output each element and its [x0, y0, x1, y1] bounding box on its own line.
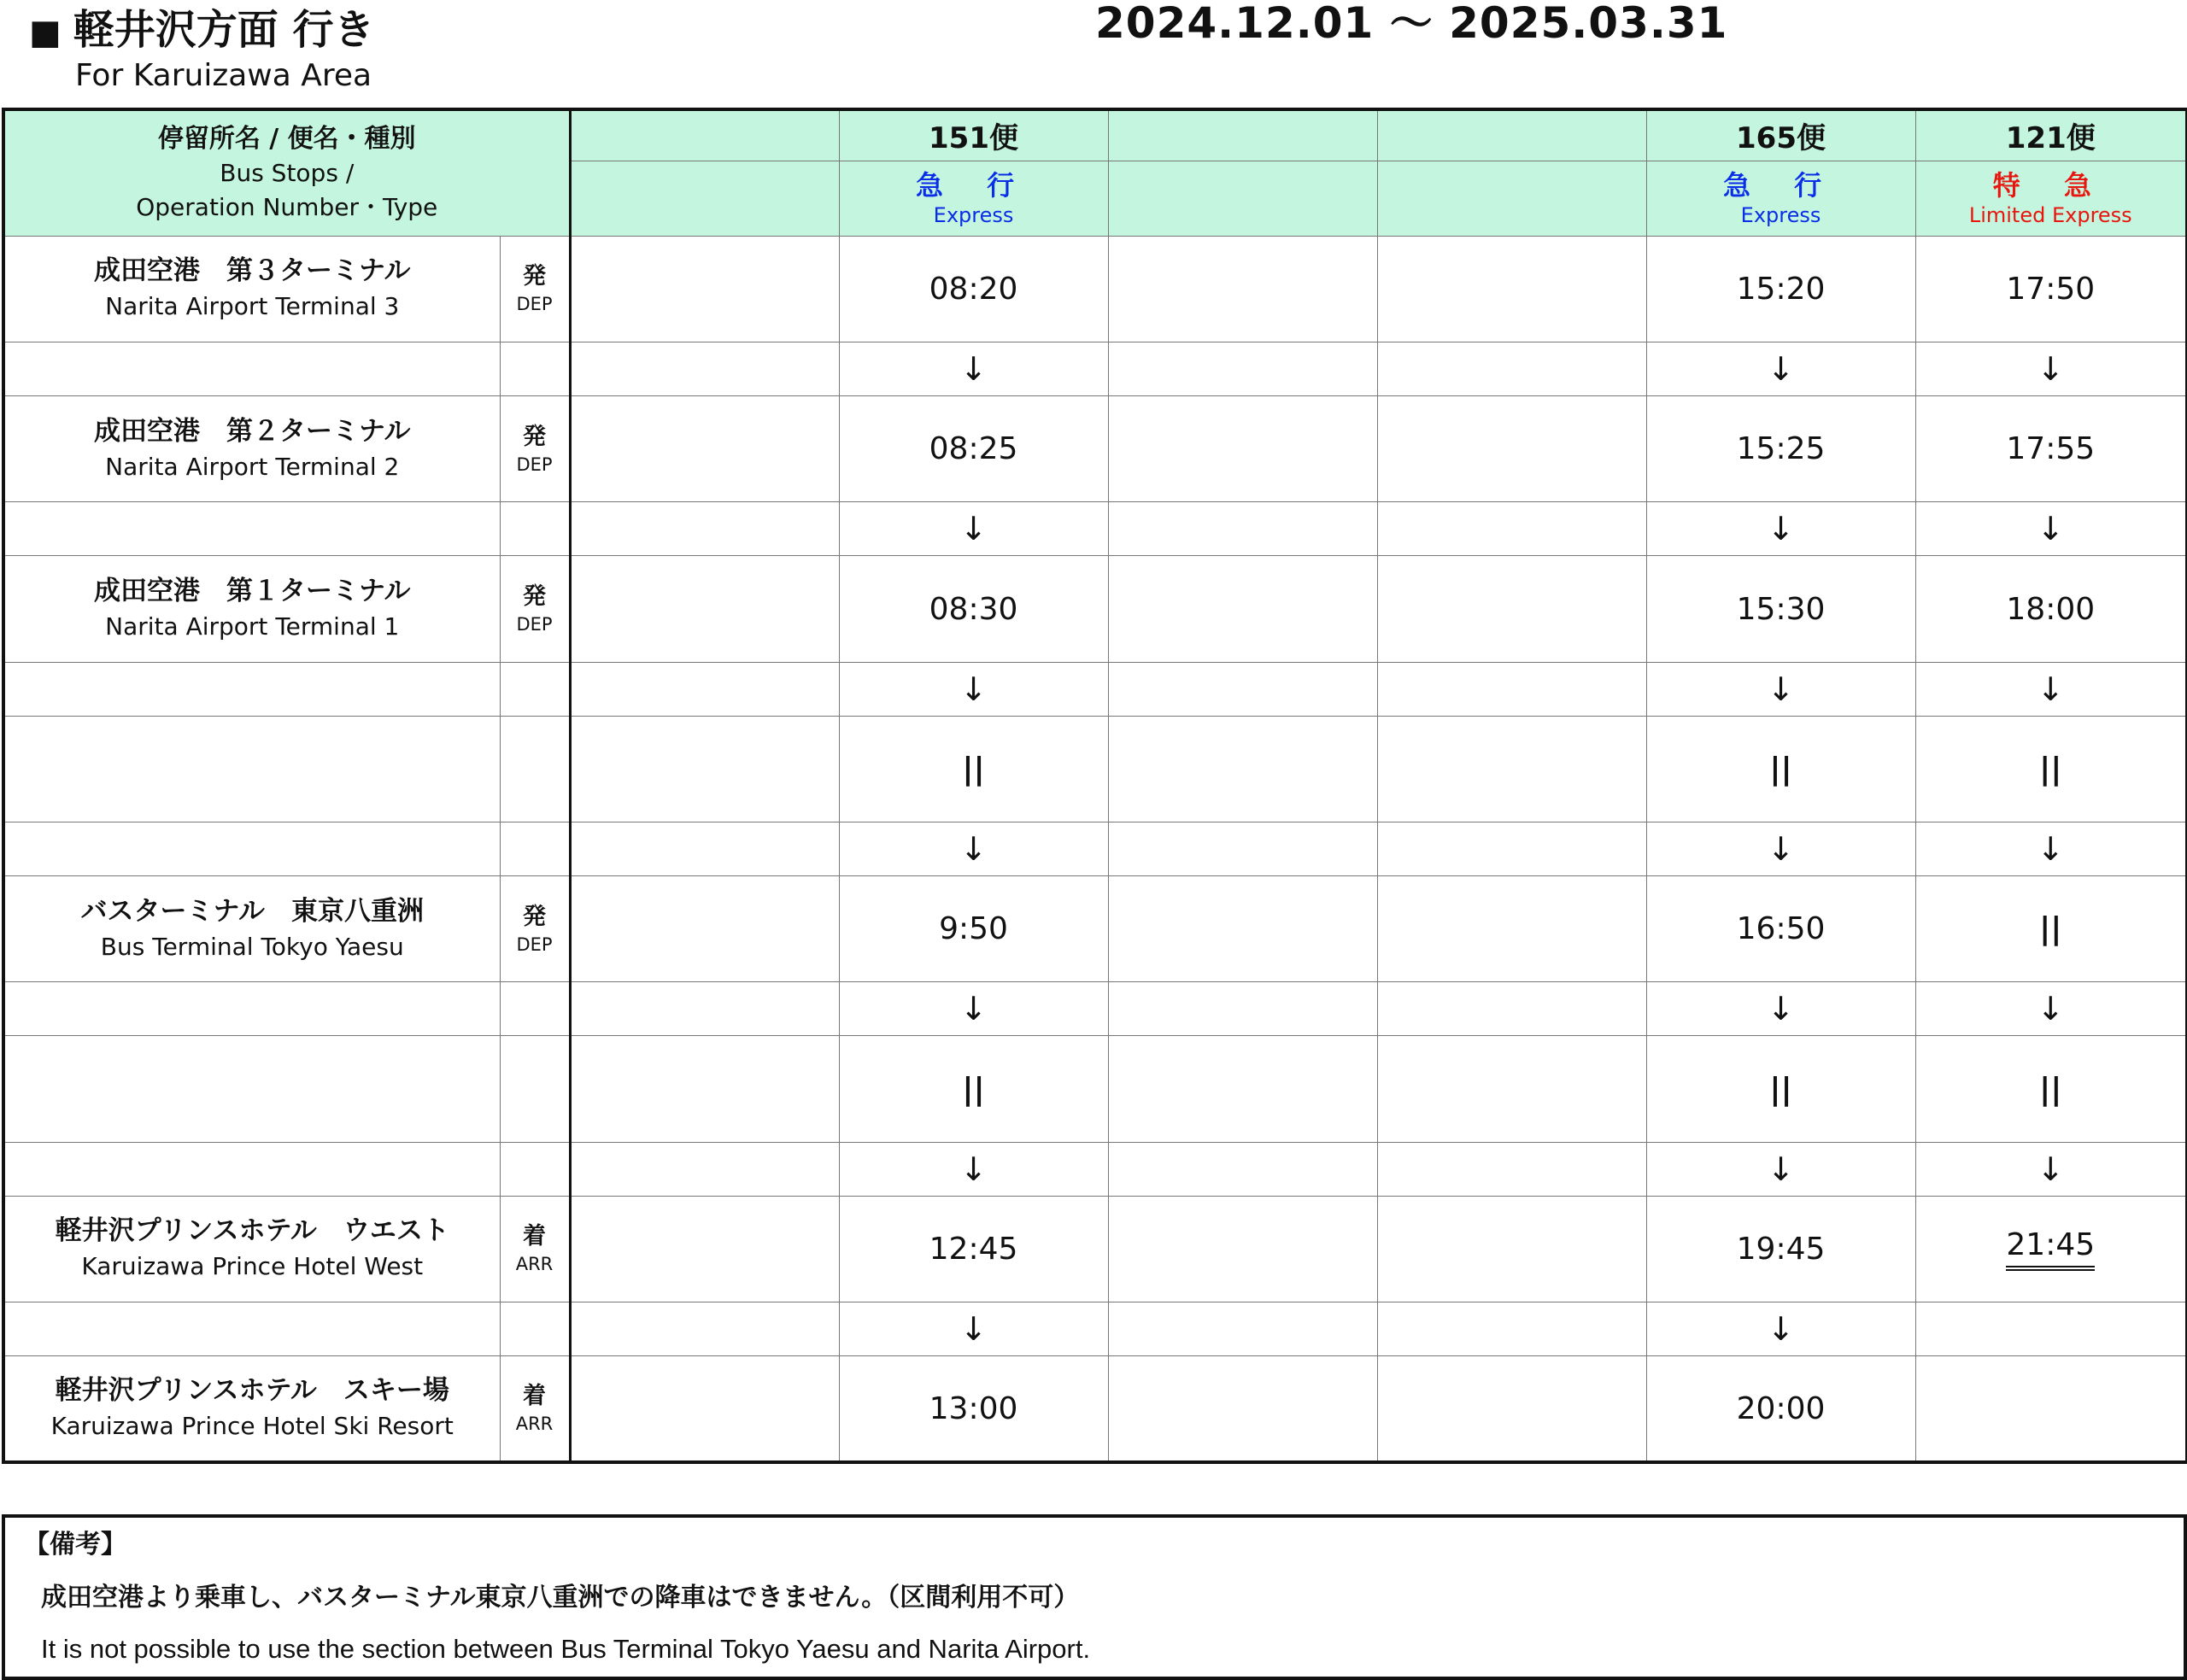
- down-arrow-icon: ↓: [2037, 830, 2065, 869]
- dep-arr-cell: [500, 876, 570, 982]
- arrow-cell: [839, 1302, 1108, 1356]
- arrow-cell: [1377, 822, 1646, 876]
- down-arrow-icon: ↓: [2037, 670, 2065, 708]
- arrow-row: [3, 1142, 2187, 1196]
- arrow-row: [3, 342, 2187, 396]
- service-type-en: Limited Express: [1968, 203, 2132, 228]
- stop-name-cell: [3, 1036, 500, 1142]
- down-arrow-icon: ↓: [2037, 350, 2065, 389]
- down-arrow-icon: ↓: [1767, 990, 1795, 1028]
- arrow-cell: [1915, 1142, 2187, 1196]
- time-value: 12:45: [929, 1231, 1018, 1267]
- time-cell: [1646, 716, 1915, 822]
- dep-arr-cell: [500, 1196, 570, 1302]
- arrow-cell: [839, 662, 1108, 716]
- blank-cell: [570, 556, 839, 662]
- arrow-cell: [1646, 1302, 1915, 1356]
- time-cell: [1377, 716, 1646, 822]
- stop-name-jp: バスターミナル 東京八重洲: [80, 895, 424, 927]
- stop-name-en: Karuizawa Prince Hotel West: [81, 1252, 424, 1281]
- time-cell: [1108, 556, 1377, 662]
- down-arrow-icon: ↓: [1767, 350, 1795, 389]
- dep-arr-en: ARR: [515, 1414, 554, 1435]
- dep-arr-cell: [500, 396, 570, 502]
- arrow-cell: [1646, 982, 1915, 1036]
- stop-name-jp: 成田空港 第１ターミナル: [94, 576, 411, 607]
- stop-name-cell: [3, 1196, 500, 1302]
- spacer-cell: [3, 662, 500, 716]
- arrow-cell: [1915, 1302, 2187, 1356]
- time-cell: [1377, 1356, 1646, 1462]
- down-arrow-icon: ↓: [2037, 990, 2065, 1028]
- arrow-cell: [1108, 982, 1377, 1036]
- time-value: 9:50: [939, 911, 1008, 947]
- spacer-cell: [500, 982, 570, 1036]
- time-value: 17:55: [2006, 431, 2096, 467]
- time-cell: [839, 396, 1108, 502]
- down-arrow-icon: ↓: [1767, 1310, 1795, 1349]
- arrow-cell: [1646, 1142, 1915, 1196]
- time-cell: [1915, 716, 2187, 822]
- title-text: 軽井沢方面 行き: [73, 6, 375, 54]
- arrow-cell: [1108, 342, 1377, 396]
- stop-name-jp: 成田空港 第２ターミナル: [94, 415, 411, 447]
- stop-name-cell: [3, 556, 500, 662]
- arrow-cell: [1108, 1302, 1377, 1356]
- page-title: [29, 3, 375, 59]
- time-value: 15:20: [1736, 271, 1826, 307]
- arrow-cell: [839, 982, 1108, 1036]
- arrow-cell: [1915, 822, 2187, 876]
- arrow-cell: [1377, 662, 1646, 716]
- stop-name-en: Narita Airport Terminal 3: [105, 292, 400, 321]
- dep-arr-cell: [500, 556, 570, 662]
- notes-jp: 成田空港より乗車し、バスターミナル東京八重洲での降車はできません。（区間利用不可）: [41, 1583, 1080, 1613]
- pass-through-mark: ||: [1769, 751, 1792, 787]
- arrow-row: [3, 502, 2187, 556]
- time-cell: [1646, 236, 1915, 342]
- service-type-en: Express: [1740, 203, 1821, 228]
- op-header-4: [1646, 109, 1915, 161]
- dep-arr-jp: 発: [523, 423, 546, 450]
- spacer-cell: [3, 502, 500, 556]
- spacer-cell: [500, 662, 570, 716]
- stop-name-cell: [3, 716, 500, 822]
- time-cell: [839, 1036, 1108, 1142]
- stop-row: [3, 876, 2187, 982]
- spacer-cell: [500, 1302, 570, 1356]
- blank-cell: [570, 1142, 839, 1196]
- stop-name-jp: 軽井沢プリンスホテル ウエスト: [55, 1215, 449, 1247]
- arrow-cell: [1377, 982, 1646, 1036]
- time-cell: [1646, 1196, 1915, 1302]
- arrow-cell: [839, 822, 1108, 876]
- blank-cell: [570, 876, 839, 982]
- time-cell: [839, 876, 1108, 982]
- service-type-jp: 急 行: [1722, 169, 1839, 202]
- type-header-1: [839, 161, 1108, 236]
- time-value: 15:30: [1736, 591, 1826, 627]
- arrow-cell: [1646, 502, 1915, 556]
- time-cell: [1646, 556, 1915, 662]
- time-value: 20:00: [1736, 1390, 1826, 1426]
- service-type-en: Express: [933, 203, 1014, 228]
- dep-arr-jp: 発: [523, 263, 546, 290]
- time-value: 16:50: [1736, 911, 1826, 947]
- pass-through-mark: ||: [1769, 1071, 1792, 1107]
- type-header-2: [1108, 161, 1377, 236]
- arrow-cell: [1108, 1142, 1377, 1196]
- time-cell: [1377, 236, 1646, 342]
- timetable: [2, 108, 2187, 1464]
- stop-row: [3, 1036, 2187, 1142]
- notes-box: [2, 1514, 2187, 1680]
- time-value: 13:00: [929, 1390, 1018, 1426]
- time-cell: [1108, 1196, 1377, 1302]
- time-cell: [1377, 1036, 1646, 1142]
- blank-cell: [570, 1036, 839, 1142]
- spacer-cell: [3, 1302, 500, 1356]
- dep-arr-cell: [500, 716, 570, 822]
- time-cell: [1108, 1036, 1377, 1142]
- stop-row: [3, 556, 2187, 662]
- pass-through-mark: ||: [962, 1071, 985, 1107]
- blank-cell: [570, 342, 839, 396]
- stop-name-en: Bus Terminal Tokyo Yaesu: [100, 932, 404, 961]
- stops-header-en-2: Operation Number・Type: [136, 192, 438, 221]
- pass-through-mark: ||: [962, 751, 985, 787]
- down-arrow-icon: ↓: [959, 670, 988, 708]
- down-arrow-icon: ↓: [959, 1150, 988, 1188]
- down-arrow-icon: ↓: [959, 990, 988, 1028]
- blank-cell: [570, 716, 839, 822]
- op-header-5: [1915, 109, 2187, 161]
- stop-name-cell: [3, 1356, 500, 1462]
- time-value: 18:00: [2006, 591, 2096, 627]
- op-header-2: [1108, 109, 1377, 161]
- stops-header-en-1: Bus Stops /: [220, 158, 355, 187]
- arrow-cell: [1108, 662, 1377, 716]
- stop-name-en: Karuizawa Prince Hotel Ski Resort: [50, 1412, 454, 1441]
- blank-cell: [570, 1196, 839, 1302]
- notes-en: It is not possible to use the section between Bus Terminal Tokyo Yaesu and Narita Airport.: [41, 1634, 1091, 1664]
- dep-arr-en: DEP: [516, 934, 553, 955]
- blank-cell: [570, 236, 839, 342]
- time-value: 08:30: [929, 591, 1018, 627]
- dep-arr-jp: 発: [523, 903, 546, 930]
- arrow-cell: [1108, 502, 1377, 556]
- arrow-cell: [1646, 342, 1915, 396]
- time-cell: [1646, 1356, 1915, 1462]
- stop-name-en: Narita Airport Terminal 2: [105, 452, 400, 481]
- time-cell: [839, 1196, 1108, 1302]
- time-cell: [839, 716, 1108, 822]
- down-arrow-icon: ↓: [1767, 510, 1795, 548]
- arrow-cell: [1377, 1142, 1646, 1196]
- dep-arr-cell: [500, 236, 570, 342]
- stop-name-jp: 成田空港 第３ターミナル: [94, 255, 411, 287]
- arrow-row: [3, 1302, 2187, 1356]
- dep-arr-en: DEP: [516, 294, 553, 315]
- stop-row: [3, 1356, 2187, 1462]
- time-cell: [839, 236, 1108, 342]
- arrow-cell: [1915, 982, 2187, 1036]
- type-header-4: [1646, 161, 1915, 236]
- arrow-cell: [1915, 342, 2187, 396]
- spacer-cell: [500, 342, 570, 396]
- stops-header-jp: 停留所名 / 便名・種別: [157, 123, 416, 154]
- operation-number: 121便: [2005, 121, 2096, 156]
- time-cell: [1915, 396, 2187, 502]
- dep-arr-en: ARR: [515, 1254, 554, 1275]
- time-cell: [1377, 1196, 1646, 1302]
- blank-cell: [570, 1356, 839, 1462]
- blank-cell: [570, 662, 839, 716]
- spacer-cell: [3, 982, 500, 1036]
- stop-name-en: Narita Airport Terminal 1: [105, 612, 400, 641]
- dep-arr-jp: 着: [523, 1383, 546, 1410]
- arrow-row: [3, 662, 2187, 716]
- down-arrow-icon: ↓: [2037, 510, 2065, 548]
- spacer-cell: [3, 1142, 500, 1196]
- time-cell: [1646, 876, 1915, 982]
- type-header-5: [1915, 161, 2187, 236]
- down-arrow-icon: ↓: [959, 350, 988, 389]
- time-cell: [839, 556, 1108, 662]
- time-cell: [1108, 716, 1377, 822]
- blank-header-cell: [570, 161, 839, 236]
- arrow-cell: [1377, 1302, 1646, 1356]
- arrow-cell: [1915, 662, 2187, 716]
- spacer-cell: [500, 822, 570, 876]
- down-arrow-icon: ↓: [1767, 1150, 1795, 1188]
- header-row-operation: [3, 109, 2187, 161]
- arrow-cell: [1915, 502, 2187, 556]
- page-subtitle: For Karuizawa Area: [75, 58, 372, 93]
- time-cell: [1915, 1196, 2187, 1302]
- arrow-cell: [1377, 342, 1646, 396]
- time-cell: [1915, 236, 2187, 342]
- spacer-cell: [3, 342, 500, 396]
- service-type-jp: 急 行: [915, 169, 1032, 202]
- time-cell: [1108, 396, 1377, 502]
- op-header-1: [839, 109, 1108, 161]
- time-cell: [1377, 396, 1646, 502]
- down-arrow-icon: ↓: [1767, 670, 1795, 708]
- stop-name-cell: [3, 396, 500, 502]
- time-cell: [1377, 556, 1646, 662]
- stop-name-jp: 軽井沢プリンスホテル スキー場: [55, 1375, 449, 1407]
- time-value: 19:45: [1736, 1231, 1826, 1267]
- down-arrow-icon: ↓: [959, 830, 988, 869]
- dep-arr-cell: [500, 1356, 570, 1462]
- dep-arr-jp: 着: [523, 1223, 546, 1250]
- time-value: 21:45: [2006, 1227, 2095, 1271]
- time-value: 17:50: [2006, 271, 2096, 307]
- square-bullet-icon: ■: [29, 13, 62, 52]
- time-value: 15:25: [1736, 431, 1826, 467]
- stop-row: [3, 716, 2187, 822]
- time-cell: [1646, 1036, 1915, 1142]
- blank-cell: [570, 822, 839, 876]
- stop-row: [3, 236, 2187, 342]
- stop-row: [3, 396, 2187, 502]
- arrow-row: [3, 822, 2187, 876]
- arrow-cell: [839, 502, 1108, 556]
- stop-name-cell: [3, 236, 500, 342]
- arrow-cell: [839, 1142, 1108, 1196]
- time-cell: [839, 1356, 1108, 1462]
- time-cell: [1646, 396, 1915, 502]
- time-cell: [1915, 556, 2187, 662]
- down-arrow-icon: ↓: [1767, 830, 1795, 869]
- blank-header-cell: [570, 109, 839, 161]
- service-type-jp: 特 急: [1992, 169, 2108, 202]
- time-cell: [1108, 876, 1377, 982]
- stops-header-cell: [3, 109, 570, 236]
- down-arrow-icon: ↓: [2037, 1150, 2065, 1188]
- arrow-cell: [1646, 662, 1915, 716]
- time-cell: [1108, 236, 1377, 342]
- arrow-cell: [1377, 502, 1646, 556]
- down-arrow-icon: ↓: [959, 1310, 988, 1349]
- validity-period: 2024.12.01 〜 2025.03.31: [1095, 0, 1728, 48]
- spacer-cell: [3, 822, 500, 876]
- dep-arr-en: DEP: [516, 454, 553, 475]
- time-cell: [1377, 876, 1646, 982]
- notes-title: 【備考】: [24, 1530, 126, 1560]
- blank-cell: [570, 1302, 839, 1356]
- type-header-3: [1377, 161, 1646, 236]
- pass-through-mark: ||: [2039, 751, 2062, 787]
- pass-through-mark: ||: [2039, 911, 2062, 947]
- arrow-cell: [1646, 822, 1915, 876]
- dep-arr-cell: [500, 1036, 570, 1142]
- time-cell: [1915, 1356, 2187, 1462]
- blank-cell: [570, 502, 839, 556]
- blank-cell: [570, 396, 839, 502]
- time-cell: [1915, 876, 2187, 982]
- down-arrow-icon: ↓: [959, 510, 988, 548]
- arrow-cell: [839, 342, 1108, 396]
- stop-row: [3, 1196, 2187, 1302]
- spacer-cell: [500, 502, 570, 556]
- dep-arr-jp: 発: [523, 583, 546, 611]
- time-cell: [1108, 1356, 1377, 1462]
- operation-number: 151便: [929, 121, 1018, 156]
- blank-cell: [570, 982, 839, 1036]
- spacer-cell: [500, 1142, 570, 1196]
- pass-through-mark: ||: [2039, 1071, 2062, 1107]
- time-value: 08:20: [929, 271, 1018, 307]
- operation-number: 165便: [1736, 121, 1826, 156]
- dep-arr-en: DEP: [516, 614, 553, 635]
- stop-name-cell: [3, 876, 500, 982]
- time-cell: [1915, 1036, 2187, 1142]
- arrow-row: [3, 982, 2187, 1036]
- op-header-3: [1377, 109, 1646, 161]
- arrow-cell: [1108, 822, 1377, 876]
- time-value: 08:25: [929, 431, 1018, 467]
